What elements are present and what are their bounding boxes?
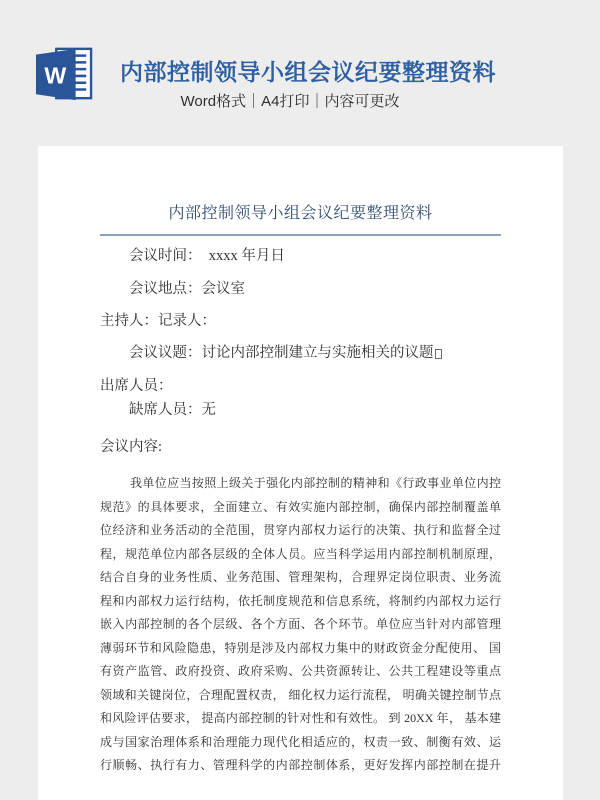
meeting-content-paragraph: [100, 472, 501, 778]
body-line: 结合自身的业务性质、业务范围、管理架构，合理界定岗位职责、业务流: [100, 570, 501, 584]
header: [0, 0, 600, 146]
body-line: 我单位应当按照上级关于强化内部控制的精神和《行政事业单位内控: [130, 476, 501, 490]
body-line: 程，规范单位内部各层级的全体人员。应当科学运用内部控制机制原理，: [100, 546, 501, 561]
meeting-topic-line: [100, 341, 501, 365]
content-label-line: 会议内容:: [100, 439, 163, 455]
header-title: 内部控制领导小组会议纪要整理资料: [120, 59, 496, 85]
body-line: 位经济和业务活动的全范围，贯穿内部权力运行的决策、执行和监督全过: [100, 523, 501, 537]
header-subtitle: Word格式｜A4打印｜内容可更改: [180, 93, 400, 110]
meeting-time-line: 会议时间： xxxx 年月日: [129, 248, 285, 264]
missing-glyph-box: [435, 349, 442, 359]
body-line: 和风险评估要求， 提高内部控制的针对性和有效性。 到 20XX 年， 基本建: [100, 711, 501, 725]
document-title: 内部控制领导小组会议纪要整理资料: [168, 205, 433, 222]
attendees-line: 出席人员：: [100, 378, 173, 394]
absentees-line: 缺席人员：无: [129, 402, 216, 418]
body-line: 规范》的具体要求，全面建立、有效实施内部控制，确保内部控制覆盖单: [100, 499, 501, 514]
document-page: [38, 146, 563, 800]
body-line: 领域和关键岗位，合理配置权责， 细化权力运行流程， 明确关键控制节点: [100, 687, 501, 702]
body-line: 有资产监管、政府投资、政府采购、公共资源转让、公共工程建设等重点: [100, 664, 501, 678]
word-icon-letter: W: [44, 62, 67, 89]
word-document-icon: [32, 45, 96, 103]
body-line: 行顺畅、执行有力、管理科学的内部控制体系，更好发挥内部控制在提升: [100, 758, 501, 772]
body-line: 嵌入内部控制的各个层级、各个方面、各个环节。单位应当针对内部管理: [100, 617, 501, 631]
body-line: 程和内部权力运行结构，依托制度规范和信息系统，将制约内部权力运行: [100, 593, 501, 608]
body-line: 薄弱环节和风险隐患，特别是涉及内部权力集中的财政资金分配使用、 国: [100, 640, 501, 655]
host-recorder-line: 主持人：记录人：: [100, 313, 216, 329]
body-line: 成与国家治理体系和治理能力现代化相适应的，权责一致、制衡有效、运: [100, 734, 501, 749]
meeting-topic-text: 会议议题：讨论内部控制建立与实施相关的议题: [129, 345, 434, 361]
title-underline-rule: [100, 234, 501, 236]
meeting-place-line: 会议地点：会议室: [129, 281, 245, 297]
